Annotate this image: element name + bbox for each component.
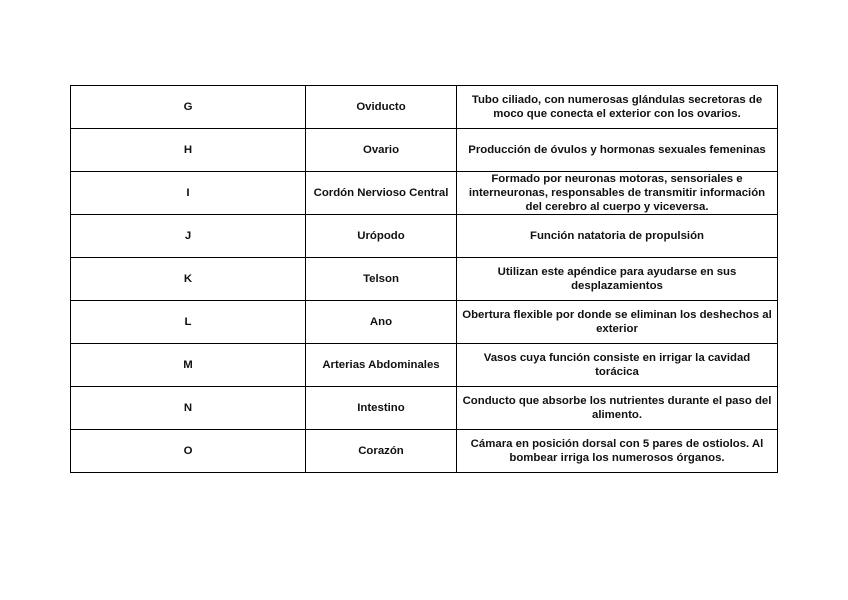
table-row xyxy=(71,258,778,301)
row-letter: N xyxy=(71,387,306,430)
table-row xyxy=(71,387,778,430)
row-description: Formado por neuronas motoras, sensoriales e interneuronas, responsables de transmitir información del cerebro al cuerpo y viceversa. xyxy=(457,172,778,215)
row-letter: J xyxy=(71,215,306,258)
row-structure-name: Cordón Nervioso Central xyxy=(306,172,457,215)
row-description: Obertura flexible por donde se eliminan los deshechos al exterior xyxy=(457,301,778,344)
row-description: Función natatoria de propulsión xyxy=(457,215,778,258)
row-letter: L xyxy=(71,301,306,344)
row-description: Tubo ciliado, con numerosas glándulas secretoras de moco que conecta el exterior con los ovarios. xyxy=(457,86,778,129)
row-description: Utilizan este apéndice para ayudarse en sus desplazamientos xyxy=(457,258,778,301)
row-description: Cámara en posición dorsal con 5 pares de ostiolos. Al bombear irriga los numerosos órganos. xyxy=(457,430,778,473)
row-letter: O xyxy=(71,430,306,473)
row-structure-name: Urópodo xyxy=(306,215,457,258)
row-letter: I xyxy=(71,172,306,215)
table-row xyxy=(71,86,778,129)
row-letter: G xyxy=(71,86,306,129)
row-structure-name: Arterias Abdominales xyxy=(306,344,457,387)
row-structure-name: Corazón xyxy=(306,430,457,473)
row-letter: M xyxy=(71,344,306,387)
table-row xyxy=(71,344,778,387)
row-structure-name: Telson xyxy=(306,258,457,301)
row-structure-name: Intestino xyxy=(306,387,457,430)
table-row xyxy=(71,172,778,215)
row-structure-name: Ano xyxy=(306,301,457,344)
row-description: Conducto que absorbe los nutrientes durante el paso del alimento. xyxy=(457,387,778,430)
row-structure-name: Ovario xyxy=(306,129,457,172)
row-letter: H xyxy=(71,129,306,172)
row-description: Producción de óvulos y hormonas sexuales femeninas xyxy=(457,129,778,172)
row-letter: K xyxy=(71,258,306,301)
row-description: Vasos cuya función consiste en irrigar la cavidad torácica xyxy=(457,344,778,387)
table-row xyxy=(71,301,778,344)
table-row xyxy=(71,430,778,473)
anatomy-table xyxy=(70,85,778,473)
table-row xyxy=(71,129,778,172)
row-structure-name: Oviducto xyxy=(306,86,457,129)
table-row xyxy=(71,215,778,258)
